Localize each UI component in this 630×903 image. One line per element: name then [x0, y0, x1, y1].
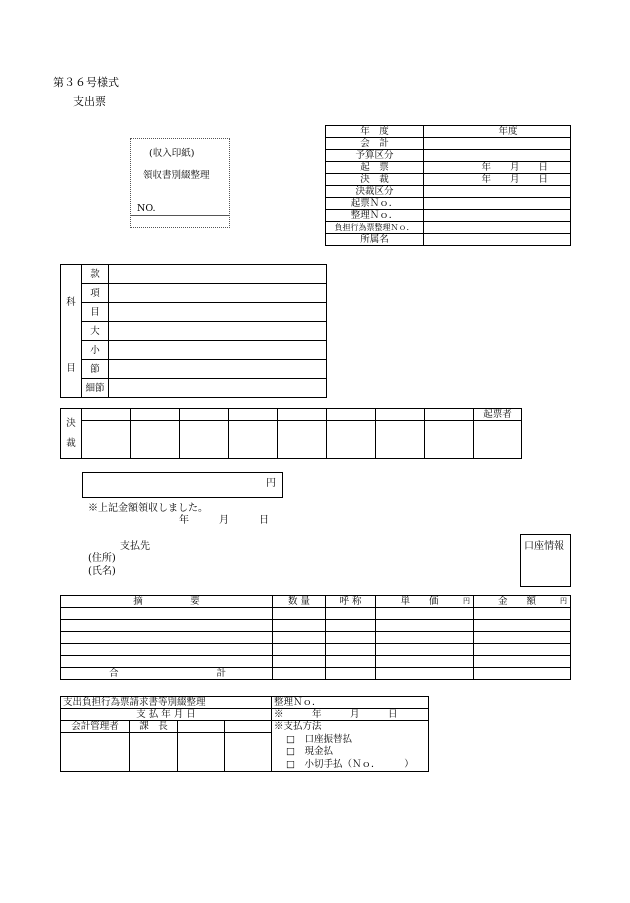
table-cell[interactable] [376, 608, 474, 620]
info-label: 決裁区分 [326, 186, 424, 198]
kamoku-group-top: 科 [61, 265, 82, 341]
table-cell[interactable] [273, 620, 326, 632]
info-value[interactable]: 年度 [424, 126, 571, 138]
page-title: 支出票 [73, 95, 106, 108]
table-cell[interactable] [326, 608, 376, 620]
table-cell[interactable] [326, 620, 376, 632]
kamoku-item: 細節 [82, 379, 109, 398]
kamoku-item: 款 [82, 265, 109, 284]
form-number: 第３６号様式 [53, 76, 119, 89]
accountant-label: 会計管理者 [61, 721, 130, 733]
approval-stamp-cell[interactable] [131, 421, 180, 459]
info-label: 起 票 [326, 162, 424, 174]
kamoku-item: 小 [82, 341, 109, 360]
info-row [326, 222, 571, 234]
table-cell[interactable] [61, 620, 273, 632]
kessai-table [60, 408, 522, 459]
payment-method-option[interactable]: □ 小切手払（Ｎｏ． ） [286, 758, 414, 770]
kamoku-field[interactable] [109, 322, 327, 341]
table-cell[interactable] [474, 656, 571, 668]
table-row [61, 644, 571, 656]
col-header-summary: 摘 要 [61, 596, 273, 608]
kamoku-field[interactable] [109, 284, 327, 303]
info-value[interactable] [424, 186, 571, 198]
info-label: 負担行為票整理Ｎｏ． [326, 222, 424, 234]
amount-box[interactable] [82, 472, 283, 498]
info-table [325, 125, 571, 246]
approval-stamp-cell[interactable] [425, 421, 474, 459]
approval-stamp-cell[interactable] [376, 421, 425, 459]
table-cell[interactable] [61, 644, 273, 656]
stamp-cell[interactable] [225, 733, 272, 772]
total-cell[interactable] [273, 668, 326, 680]
info-value[interactable] [424, 222, 571, 234]
table-cell[interactable] [61, 632, 273, 644]
kamoku-field[interactable] [109, 303, 327, 322]
table-cell[interactable] [273, 644, 326, 656]
bottom-title: 支出負担行為票請求書等別綴整理 [61, 697, 272, 709]
approval-stamp-cell[interactable] [327, 421, 376, 459]
info-label: 決 裁 [326, 174, 424, 186]
info-label: 所属名 [326, 234, 424, 246]
table-row [61, 608, 571, 620]
info-row [326, 234, 571, 246]
approval-stamp-cell[interactable] [229, 421, 278, 459]
kamoku-field[interactable] [109, 360, 327, 379]
drafter-label: 起票者 [474, 409, 522, 421]
kamoku-table [60, 264, 327, 398]
table-cell[interactable] [273, 656, 326, 668]
col-header-quantity: 数 量 [273, 596, 326, 608]
receipt-note: ※上記金額領収しました。 [88, 503, 208, 514]
info-value[interactable] [424, 150, 571, 162]
stamp-cell[interactable] [178, 733, 225, 772]
date-row: ※ 年 月 日 [272, 709, 429, 721]
table-row [61, 620, 571, 632]
detail-table [60, 595, 571, 680]
stamp-no: NO. [137, 203, 156, 214]
table-row [61, 656, 571, 668]
table-cell[interactable] [376, 620, 474, 632]
info-row [326, 186, 571, 198]
section-chief-stamp-cell[interactable] [130, 733, 178, 772]
approval-stamp-cell[interactable] [82, 421, 131, 459]
info-value[interactable] [424, 198, 571, 210]
table-cell[interactable] [474, 620, 571, 632]
account-info-box[interactable] [520, 534, 571, 587]
stamp-label: (収入印紙) [149, 148, 195, 159]
drafter-stamp-cell[interactable] [474, 421, 522, 459]
stamp-note: 領収書別綴整理 [143, 170, 210, 181]
table-cell[interactable] [376, 632, 474, 644]
table-cell[interactable] [474, 632, 571, 644]
info-label: 会 計 [326, 138, 424, 150]
payment-method-title: ※支払方法 [274, 721, 322, 732]
kamoku-item: 節 [82, 360, 109, 379]
approval-stamp-cell[interactable] [278, 421, 327, 459]
table-cell[interactable] [326, 632, 376, 644]
table-cell[interactable] [376, 656, 474, 668]
table-cell[interactable] [273, 632, 326, 644]
total-row [61, 668, 571, 680]
kamoku-group-bottom: 目 [61, 341, 82, 398]
kamoku-field[interactable] [109, 265, 327, 284]
total-label: 合 計 [61, 668, 273, 680]
total-cell[interactable] [326, 668, 376, 680]
kamoku-item: 大 [82, 322, 109, 341]
info-label: 起票Ｎｏ． [326, 198, 424, 210]
info-label: 予算区分 [326, 150, 424, 162]
col-header-amount: 金 額 円 [474, 596, 571, 608]
info-row [326, 210, 571, 222]
payee-name-label: (氏名) [88, 566, 116, 577]
section-chief-label: 課 長 [130, 721, 178, 733]
info-value[interactable] [424, 138, 571, 150]
table-cell[interactable] [474, 644, 571, 656]
col-header-unit-name: 呼 称 [326, 596, 376, 608]
seiri-no-label: 整理Ｎｏ． [272, 697, 429, 709]
table-cell[interactable] [326, 656, 376, 668]
kamoku-field[interactable] [109, 379, 327, 398]
account-info-label: 口座情報 [524, 541, 564, 552]
payment-method-option[interactable]: □ 現金払 [286, 746, 333, 757]
kamoku-field[interactable] [109, 341, 327, 360]
info-value[interactable] [424, 210, 571, 222]
total-cell[interactable] [376, 668, 474, 680]
receipt-date: 年 月 日 [179, 515, 269, 526]
info-row [326, 138, 571, 150]
amount-unit: 円 [266, 478, 276, 489]
info-row [326, 150, 571, 162]
info-value[interactable]: 年 月 日 [424, 174, 571, 186]
info-row [326, 198, 571, 210]
pay-date-label: 支 払 年 月 日 [61, 709, 272, 721]
approval-stamp-cell[interactable] [180, 421, 229, 459]
info-row [326, 126, 571, 138]
kamoku-item: 項 [82, 284, 109, 303]
payee-label: 支払先 [120, 541, 150, 552]
table-row [61, 632, 571, 644]
col-header-unit-price: 単 価 円 [376, 596, 474, 608]
accountant-stamp-cell[interactable] [61, 733, 130, 772]
revenue-stamp-box [130, 138, 230, 228]
info-value[interactable] [424, 234, 571, 246]
stamp-divider [131, 215, 229, 216]
table-cell[interactable] [61, 608, 273, 620]
table-cell[interactable] [61, 656, 273, 668]
bottom-table [60, 696, 429, 772]
payment-method-option[interactable]: □ 口座振替払 [286, 733, 352, 745]
kamoku-item: 目 [82, 303, 109, 322]
kessai-label: 決 裁 [61, 409, 82, 459]
payee-address-label: (住所) [88, 553, 116, 564]
info-row [326, 162, 571, 174]
total-cell[interactable] [474, 668, 571, 680]
info-row [326, 174, 571, 186]
table-cell[interactable] [474, 608, 571, 620]
table-cell[interactable] [273, 608, 326, 620]
info-value[interactable]: 年 月 日 [424, 162, 571, 174]
info-label: 整理Ｎｏ． [326, 210, 424, 222]
table-cell[interactable] [376, 644, 474, 656]
payment-method-box [272, 721, 429, 772]
table-cell[interactable] [326, 644, 376, 656]
info-label: 年 度 [326, 126, 424, 138]
